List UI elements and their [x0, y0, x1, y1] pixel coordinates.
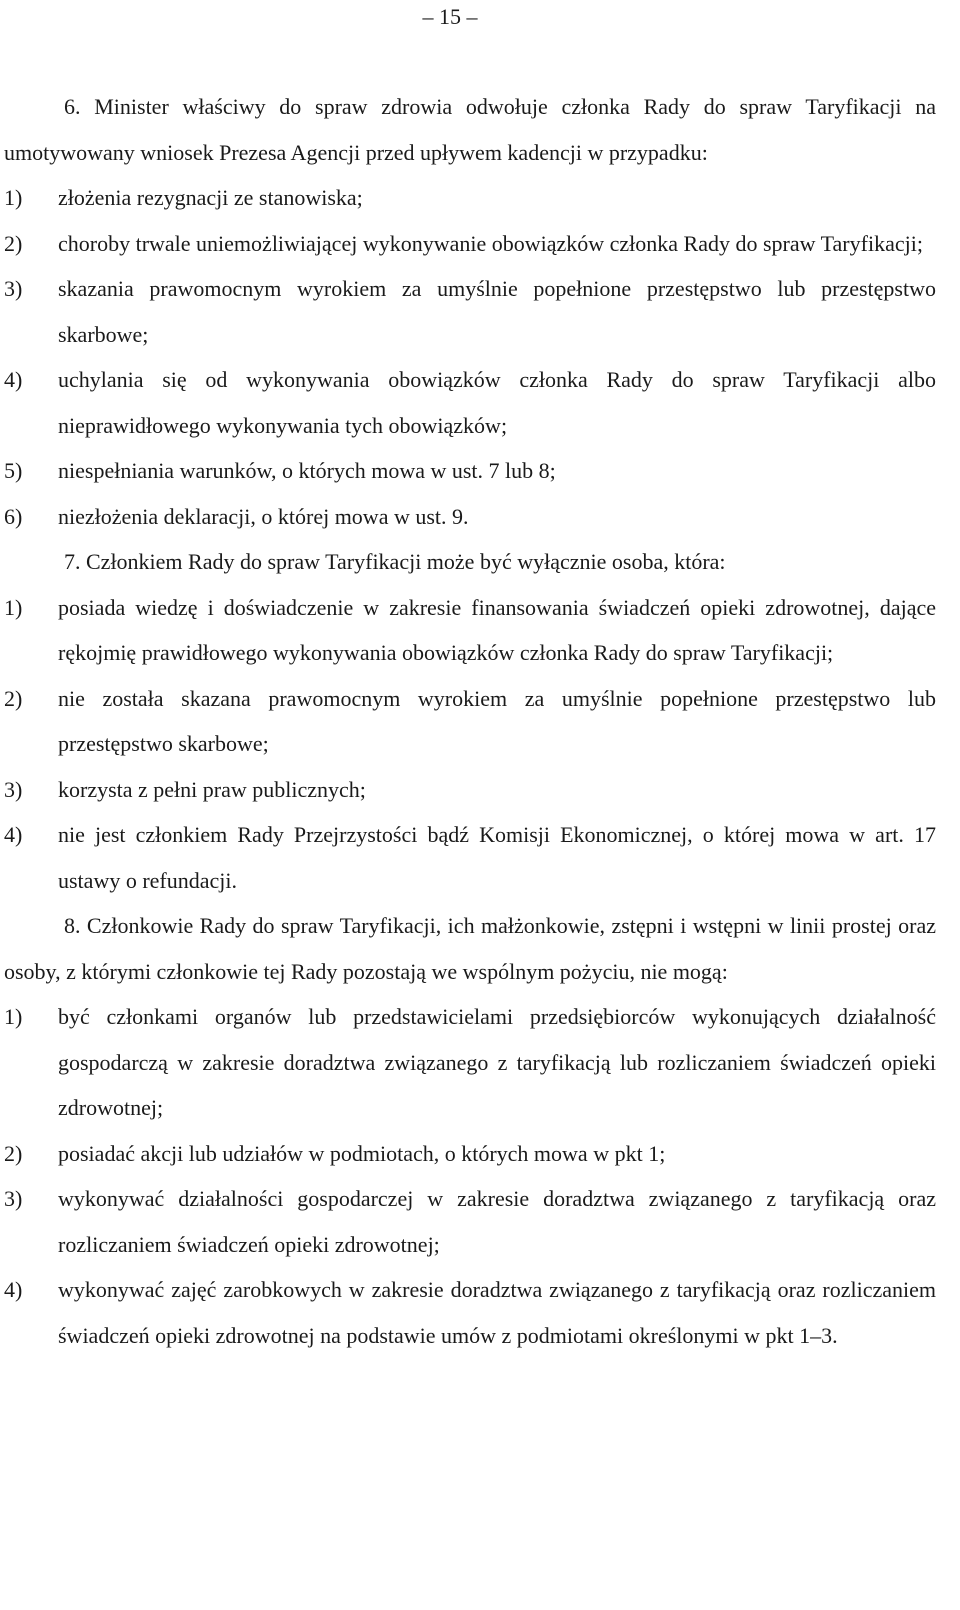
item-number: 1): [4, 1004, 23, 1029]
list-item: [4, 175, 936, 221]
page-number: – 15 –: [422, 4, 478, 29]
list-item: [4, 767, 936, 813]
item-text: korzysta z pełni praw publicznych;: [58, 776, 366, 802]
item-text: wykonywać zajęć zarobkowych w zakresie doradztwa związanego z taryfikacją oraz rozliczaniem świadczeń opieki zdrowotnej na podstawie umów z podmiotami określonymi w pkt 1–3.: [58, 1277, 936, 1348]
item-text: uchylania się od wykonywania obowiązków członka Rady do spraw Taryfikacji albo nieprawidłowego wykonywania tych obowiązków;: [58, 367, 936, 438]
paragraph-7-intro: 7. Członkiem Rady do spraw Taryfikacji może być wyłącznie osoba, która:: [64, 549, 726, 574]
item-text: choroby trwale uniemożliwiającej wykonywanie obowiązków członka Rady do spraw Taryfikacji;: [58, 230, 923, 256]
item-number: 3): [4, 1186, 23, 1211]
item-number: 1): [4, 594, 23, 620]
list-item: [4, 357, 936, 448]
item-text: nie jest członkiem Rady Przejrzystości bądź Komisji Ekonomicznej, o której mowa w art. 17 ustawy o refundacji.: [58, 822, 936, 893]
paragraph-6-intro: 6. Minister właściwy do spraw zdrowia odwołuje członka Rady do spraw Taryfikacji na umotywowany wniosek Prezesa Agencji przed upływem kadencji w przypadku:: [4, 94, 936, 165]
list-item: [4, 221, 936, 267]
item-text: być członkami organów lub przedstawicielami przedsiębiorców wykonujących działalność gospodarczą w zakresie doradztwa związanego z taryfikacją lub rozliczaniem świadczeń opieki zdrowotnej;: [58, 1004, 936, 1120]
item-number: 3): [4, 776, 23, 802]
list-item: [4, 994, 936, 1131]
item-text: posiadać akcji lub udziałów w podmiotach, o których mowa w pkt 1;: [58, 1140, 666, 1166]
item-number: 4): [4, 822, 23, 847]
item-text: wykonywać działalności gospodarczej w zakresie doradztwa związanego z taryfikacją oraz rozliczaniem świadczeń opieki zdrowotnej;: [58, 1186, 936, 1257]
item-text: niespełniania warunków, o których mowa w ust. 7 lub 8;: [58, 458, 556, 483]
item-number: 6): [4, 503, 23, 529]
item-text: niezłożenia deklaracji, o której mowa w ust. 9.: [58, 503, 469, 529]
list-item: [4, 266, 936, 357]
list-item: [4, 585, 936, 676]
item-number: 5): [4, 458, 23, 483]
item-text: posiada wiedzę i doświadczenie w zakresie finansowania świadczeń opieki zdrowotnej, dające rękojmię prawidłowego wykonywania obowiązków członka Rady do spraw Taryfikacji;: [58, 594, 936, 665]
item-number: 4): [4, 1277, 23, 1302]
item-text: złożenia rezygnacji ze stanowiska;: [58, 185, 363, 210]
list-item: [4, 1176, 936, 1267]
list-item: [4, 448, 936, 494]
list-item: [4, 1131, 936, 1177]
item-number: 2): [4, 685, 23, 711]
item-text: skazania prawomocnym wyrokiem za umyślnie popełnione przestępstwo lub przestępstwo skarbowe;: [58, 276, 936, 347]
item-number: 4): [4, 367, 23, 392]
paragraph-8-intro: 8. Członkowie Rady do spraw Taryfikacji, ich małżonkowie, zstępni i wstępni w linii prostej oraz osoby, z którymi członkowie tej Rady pozostają we wspólnym pożyciu, nie mogą:: [4, 913, 936, 984]
list-item: [4, 1267, 936, 1358]
item-number: 3): [4, 276, 23, 301]
document-body: [4, 84, 936, 1358]
item-number: 2): [4, 230, 23, 256]
item-number: 2): [4, 1140, 23, 1166]
item-number: 1): [4, 185, 23, 210]
list-item: [4, 676, 936, 767]
item-text: nie została skazana prawomocnym wyrokiem za umyślnie popełnione przestępstwo lub przestępstwo skarbowe;: [58, 685, 936, 756]
list-item: [4, 812, 936, 903]
list-item: [4, 494, 936, 540]
